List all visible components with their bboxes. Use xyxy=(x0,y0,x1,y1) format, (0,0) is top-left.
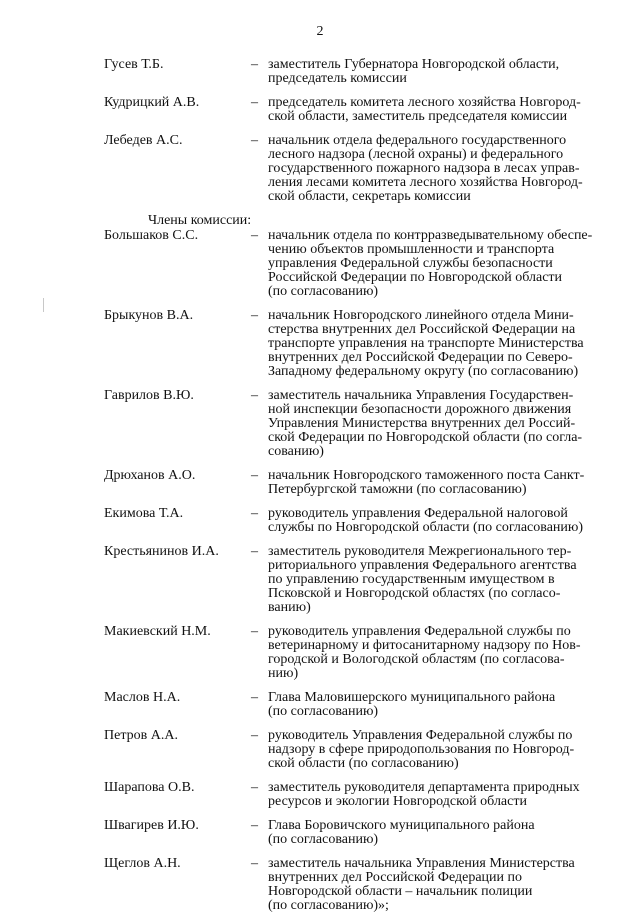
person-name: Большаков С.С. xyxy=(104,228,199,243)
person-name: Щеглов А.Н. xyxy=(104,856,181,871)
list-item xyxy=(0,507,640,535)
person-name: Лебедев А.С. xyxy=(104,133,183,148)
person-name: Шарапова О.В. xyxy=(104,780,195,795)
person-description: председатель комитета лесного хозяйства Новгород- ской области, заместитель председателя комиссии xyxy=(268,95,581,124)
person-description: начальник отдела федерального государственного лесного надзора (лесной охраны) и федерального государственного пожарного надзора в лесах управ- ления лесами комитета лесного хозяйства Новгород- ской области, секретарь комиссии xyxy=(268,133,583,204)
person-name: Дрюханов А.О. xyxy=(104,468,196,483)
dash: – xyxy=(251,690,258,705)
person-name: Гусев Т.Б. xyxy=(104,57,164,72)
list-item xyxy=(0,781,640,809)
person-description: заместитель Губернатора Новгородской области, председатель комиссии xyxy=(268,57,560,86)
dash: – xyxy=(251,818,258,833)
list-item xyxy=(0,389,640,459)
members-section-label: Члены комиссии: xyxy=(148,213,252,228)
person-description: руководитель Управления Федеральной службы по надзору в сфере природопользования по Новгород- ской области (по согласованию) xyxy=(268,728,575,771)
person-name: Брыкунов В.А. xyxy=(104,308,194,323)
person-description: начальник Новгородского линейного отдела Мини- стерства внутренних дел Российской Федерации на транспорте управления на транспорте Министерства внутренних дел Российской Федерации по Северо- Западному федеральному округу (по согласованию) xyxy=(268,308,584,379)
list-item xyxy=(0,729,640,771)
commission-list xyxy=(0,58,640,923)
person-name: Гаврилов В.Ю. xyxy=(104,388,194,403)
person-name: Кудрицкий А.В. xyxy=(104,95,200,110)
person-description: Глава Боровичского муниципального района (по согласованию) xyxy=(268,818,535,847)
list-item xyxy=(0,545,640,615)
dash: – xyxy=(251,468,258,483)
person-name: Петров А.А. xyxy=(104,728,178,743)
person-description: заместитель руководителя департамента природных ресурсов и экологии Новгородской области xyxy=(268,780,580,809)
list-item xyxy=(0,625,640,681)
dash: – xyxy=(251,95,258,110)
dash: – xyxy=(251,728,258,743)
person-name: Маслов Н.А. xyxy=(104,690,181,705)
list-item xyxy=(0,309,640,379)
person-description: заместитель начальника Управления Государствен- ной инспекции безопасности дорожного движения Управления Министерства внутренних дел Россий- ской Федерации по Новгородской области (по согла- сованию) xyxy=(268,388,583,459)
person-description: начальник Новгородского таможенного поста Санкт- Петербургской таможни (по согласованию) xyxy=(268,468,585,497)
person-name: Макиевский Н.М. xyxy=(104,624,211,639)
person-description: заместитель начальника Управления Министерства внутренних дел Российской Федерации по Новгородской области – начальник полиции (по согласованию)»; xyxy=(268,856,575,913)
dash: – xyxy=(251,624,258,639)
list-item xyxy=(0,691,640,719)
list-item xyxy=(0,134,640,204)
person-name: Екимова Т.А. xyxy=(104,506,184,521)
list-item xyxy=(0,229,640,299)
list-item xyxy=(0,819,640,847)
dash: – xyxy=(251,388,258,403)
person-name: Крестьянинов И.А. xyxy=(104,544,219,559)
person-description: руководитель управления Федеральной налоговой службы по Новгородской области (по согласованию) xyxy=(268,506,584,535)
dash: – xyxy=(251,856,258,871)
dash: – xyxy=(251,780,258,795)
dash: – xyxy=(251,308,258,323)
dash: – xyxy=(251,228,258,243)
person-description: начальник отдела по контрразведывательному обеспе- чению объектов промышленности и транспорта управления Федеральной службы безопасности Российской Федерации по Новгородской области (по согласованию) xyxy=(268,228,593,299)
list-item xyxy=(0,58,640,86)
person-description: заместитель руководителя Межрегионального тер- риториального управления Федерального агентства по управлению государственным имуществом в Псковской и Новгородской областях (по согласо- ванию) xyxy=(268,544,577,615)
dash: – xyxy=(251,57,258,72)
list-item xyxy=(0,96,640,124)
person-description: Глава Маловишерского муниципального района (по согласованию) xyxy=(268,690,556,719)
person-name: Швагирев И.Ю. xyxy=(104,818,199,833)
dash: – xyxy=(251,544,258,559)
page-number: 2 xyxy=(316,24,324,39)
list-item xyxy=(0,469,640,497)
dash: – xyxy=(251,133,258,148)
dash: – xyxy=(251,506,258,521)
person-description: руководитель управления Федеральной службы по ветеринарному и фитосанитарному надзору по Нов- городской и Вологодской областям (по согласова- нию) xyxy=(268,624,581,681)
